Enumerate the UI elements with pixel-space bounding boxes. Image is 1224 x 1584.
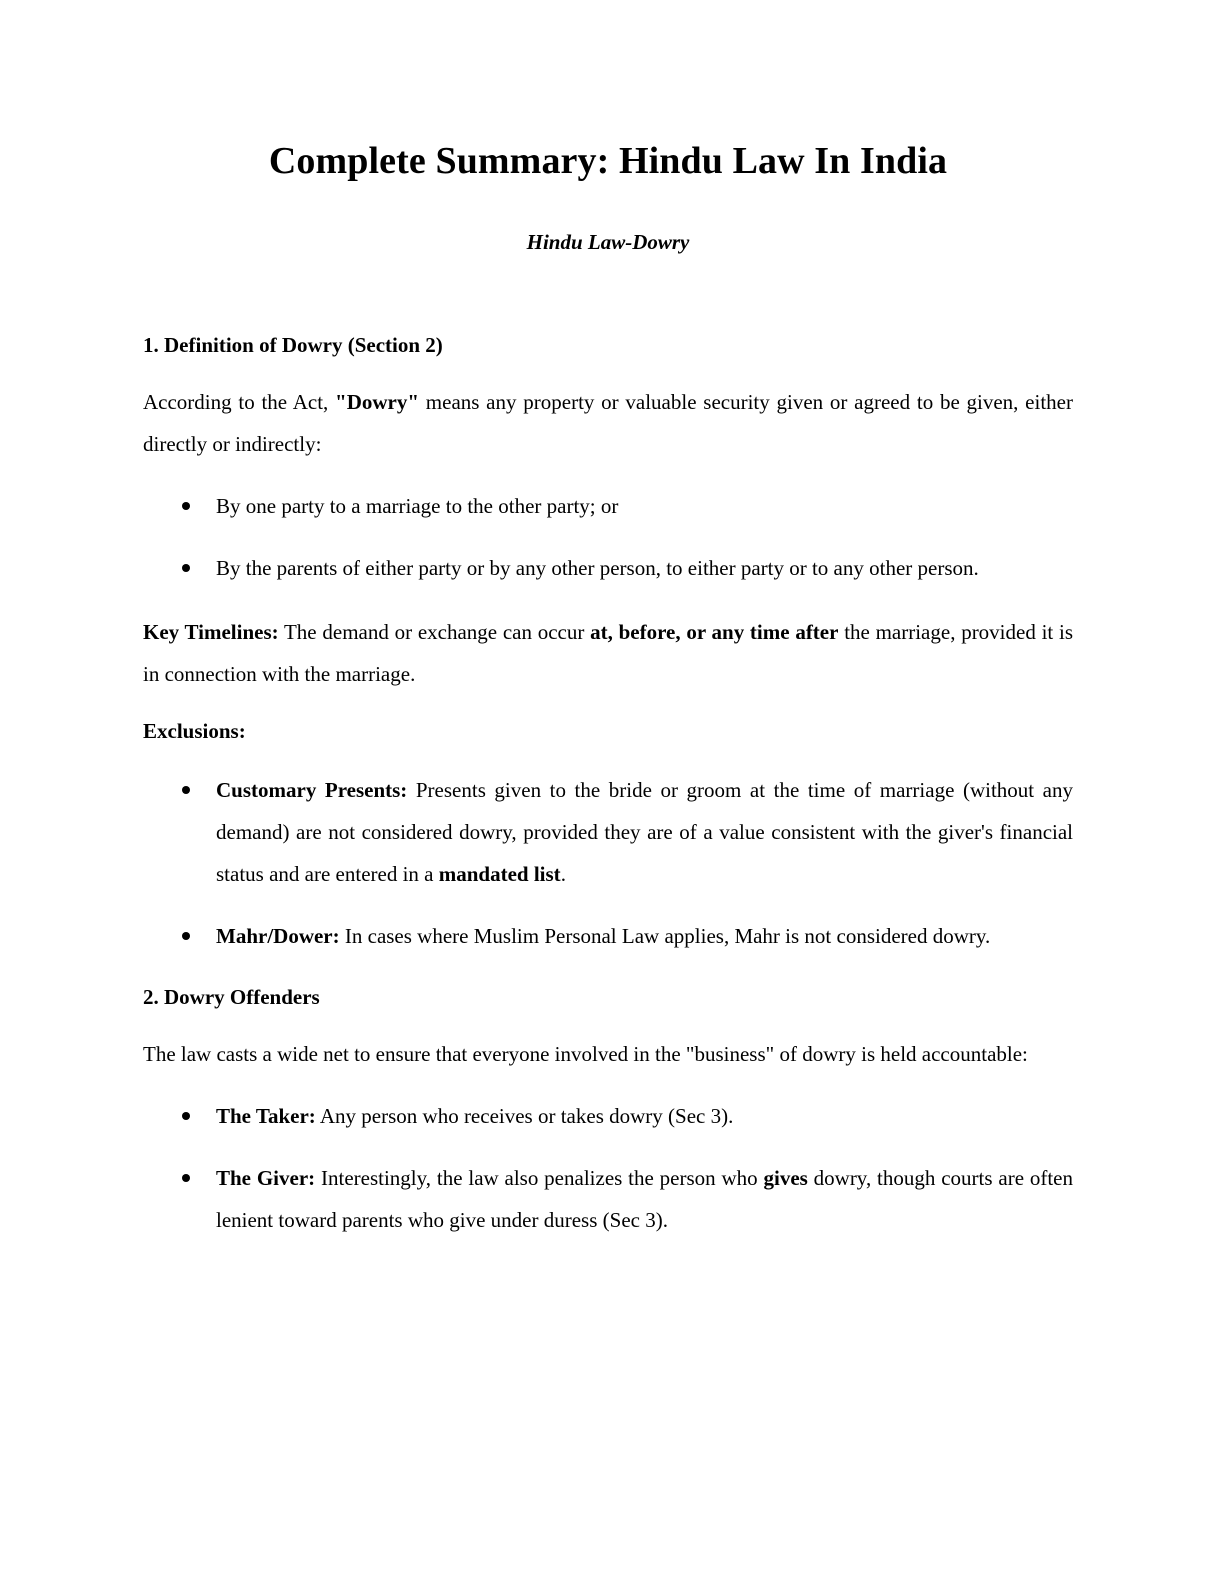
list-item-text-1: Any person who receives or takes dowry (Sec 3). [315,1103,734,1128]
list-item-term: The Giver: [216,1165,316,1190]
paragraph-dowry-offenders-intro: The law casts a wide net to ensure that everyone involved in the "business" of dowry is held accountable: [143,1041,1028,1066]
list-item-text-1: In cases where Muslim Personal Law applies, Mahr is not considered dowry. [339,924,991,949]
list-item-label: By the parents of either party or by any other person, to either party or to any other person. [216,555,979,580]
bullet-disc-icon [182,1174,190,1182]
definition-intro-suffix: means any property or valuable security given or agreed to be given, either directly or indirectly: [143,389,1073,456]
page-subtitle: Hindu Law-Dowry [526,229,690,254]
key-timelines-label: Key Timelines: [143,619,279,644]
paragraph-key-timelines [143,611,1073,695]
document-content [143,0,1073,1241]
list-item-term: Mahr/Dower: [216,924,340,949]
key-timelines-emphasis: at, before, or any time after [590,619,839,644]
list-item-term: Customary Presents: [216,778,408,803]
definition-intro-prefix: According to the Act, [143,389,336,414]
list-item-emphasis: gives [763,1165,808,1190]
key-timelines-text-2: the marriage, provided it is in connection with the marriage. [143,619,1073,686]
definition-bullet-list [143,485,1073,589]
list-item [143,1157,1073,1241]
bullet-disc-icon [182,932,190,940]
bullet-disc-icon [182,564,190,572]
list-item-text-1: Presents given to the bride or groom at the time of marriage (without any demand) are not considered dowry, provided they are of a value consistent with the giver's financial status and are entered in a [216,778,1073,887]
key-timelines-text-1: The demand or exchange can occur [278,619,591,644]
list-item-term: The Taker: [216,1103,316,1128]
list-item-text-2: . [560,862,566,887]
list-item [143,547,1073,589]
list-item [143,769,1073,895]
subheading-exclusions: Exclusions: [143,718,246,743]
bullet-disc-icon [182,1112,190,1120]
list-item [143,485,1073,527]
list-item-text-1: Interestingly, the law also penalizes the person who [315,1165,764,1190]
section-heading-definition-of-dowry: 1. Definition of Dowry (Section 2) [143,333,443,358]
list-item [143,1095,1073,1137]
exclusions-bullet-list [143,769,1073,957]
section-heading-dowry-offenders: 2. Dowry Offenders [143,985,320,1010]
list-item-text-2: dowry, though courts are often lenient toward parents who give under duress (Sec 3). [216,1165,1073,1232]
list-item-emphasis: mandated list [438,862,561,887]
list-item [143,915,1073,957]
definition-term-dowry: "Dowry" [335,389,420,414]
list-item-label: By one party to a marriage to the other party; or [216,493,619,518]
page-title: Complete Summary: Hindu Law In India [268,140,948,182]
offenders-bullet-list [143,1095,1073,1241]
bullet-disc-icon [182,786,190,794]
paragraph-dowry-definition [143,381,1073,465]
bullet-disc-icon [182,502,190,510]
